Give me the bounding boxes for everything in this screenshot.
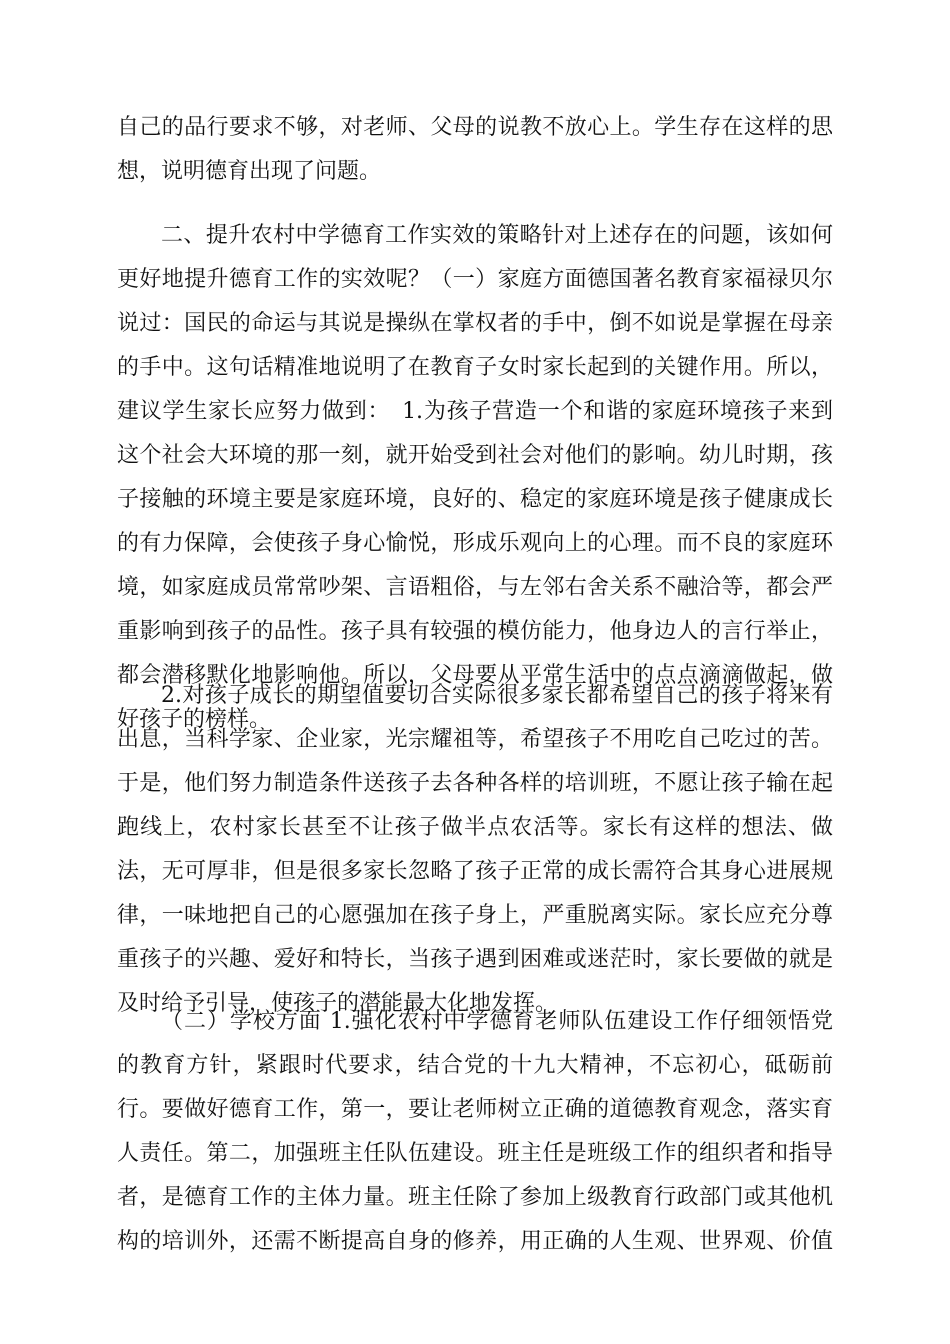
text-line: 法，无可厚非，但是很多家长忽略了孩子正常的成长需符合其身心进展规 [117, 859, 833, 884]
text-line: 及时给予引导，使孩子的潜能最大化地发挥。 [117, 991, 558, 1016]
text-line: 建议学生家长应努力做到： 1.为孩子营造一个和谐的家庭环境孩子来到 [117, 399, 833, 424]
text-line: 好孩子的榜样。 [117, 707, 272, 732]
text-line: 重影响到孩子的品性。孩子具有较强的模仿能力，他身边人的言行举止， [117, 619, 833, 644]
text-line: 的教育方针，紧跟时代要求，结合党的十九大精神，不忘初心，砥砺前 [117, 1053, 833, 1078]
text-line: （二）学校方面 1.强化农村中学德育老师队伍建设工作仔细领悟党 [161, 1009, 833, 1034]
text-line: 的手中。这句话精准地说明了在教育子女时家长起到的关键作用。所以， [117, 355, 833, 380]
text-line: 于是，他们努力制造条件送孩子去各种各样的培训班，不愿让孩子输在起 [117, 771, 833, 796]
paragraph-2 [117, 214, 833, 742]
text-line: 构的培训外，还需不断提高自身的修养，用正确的人生观、世界观、价值 [117, 1229, 833, 1254]
text-line: 这个社会大环境的那一刻，就开始受到社会对他们的影响。幼儿时期，孩 [117, 443, 833, 468]
text-line: 说过：国民的命运与其说是操纵在掌权者的手中，倒不如说是掌握在母亲 [117, 311, 833, 336]
text-line: 2.对孩子成长的期望值要切合实际很多家长都希望自己的孩子将来有 [161, 683, 833, 708]
text-line: 子接触的环境主要是家庭环境，良好的、稳定的家庭环境是孩子健康成长 [117, 487, 833, 512]
text-line: 者，是德育工作的主体力量。班主任除了参加上级教育行政部门或其他机 [117, 1185, 833, 1210]
text-line: 更好地提升德育工作的实效呢？（一）家庭方面德国著名教育家福禄贝尔 [117, 267, 833, 292]
text-line: 境，如家庭成员常常吵架、言语粗俗，与左邻右舍关系不融洽等，都会严 [117, 575, 833, 600]
text-line: 自己的品行要求不够，对老师、父母的说教不放心上。学生存在这样的思 [117, 115, 833, 140]
text-line: 跑线上，农村家长甚至不让孩子做半点农活等。家长有这样的想法、做 [117, 815, 833, 840]
text-line: 想，说明德育出现了问题。 [117, 159, 382, 184]
text-line: 律，一味地把自己的心愿强加在孩子身上，严重脱离实际。家长应充分尊 [117, 903, 833, 928]
text-line: 二、提升农村中学德育工作实效的策略针对上述存在的问题，该如何 [161, 223, 833, 248]
text-line: 重孩子的兴趣、爱好和特长，当孩子遇到困难或迷茫时，家长要做的就是 [117, 947, 833, 972]
paragraph-1 [117, 106, 833, 194]
paragraph-3 [117, 674, 833, 1026]
text-line: 出息，当科学家、企业家，光宗耀祖等，希望孩子不用吃自己吃过的苦。 [117, 727, 833, 752]
paragraph-4 [117, 1000, 833, 1264]
text-line: 的有力保障，会使孩子身心愉悦，形成乐观向上的心理。而不良的家庭环 [117, 531, 833, 556]
text-line: 人责任。第二，加强班主任队伍建设。班主任是班级工作的组织者和指导 [117, 1141, 833, 1166]
text-line: 行。要做好德育工作，第一，要让老师树立正确的道德教育观念，落实育 [117, 1097, 833, 1122]
text-line: 都会潜移默化地影响他。所以，父母要从平常生活中的点点滴滴做起，做 [117, 663, 833, 688]
